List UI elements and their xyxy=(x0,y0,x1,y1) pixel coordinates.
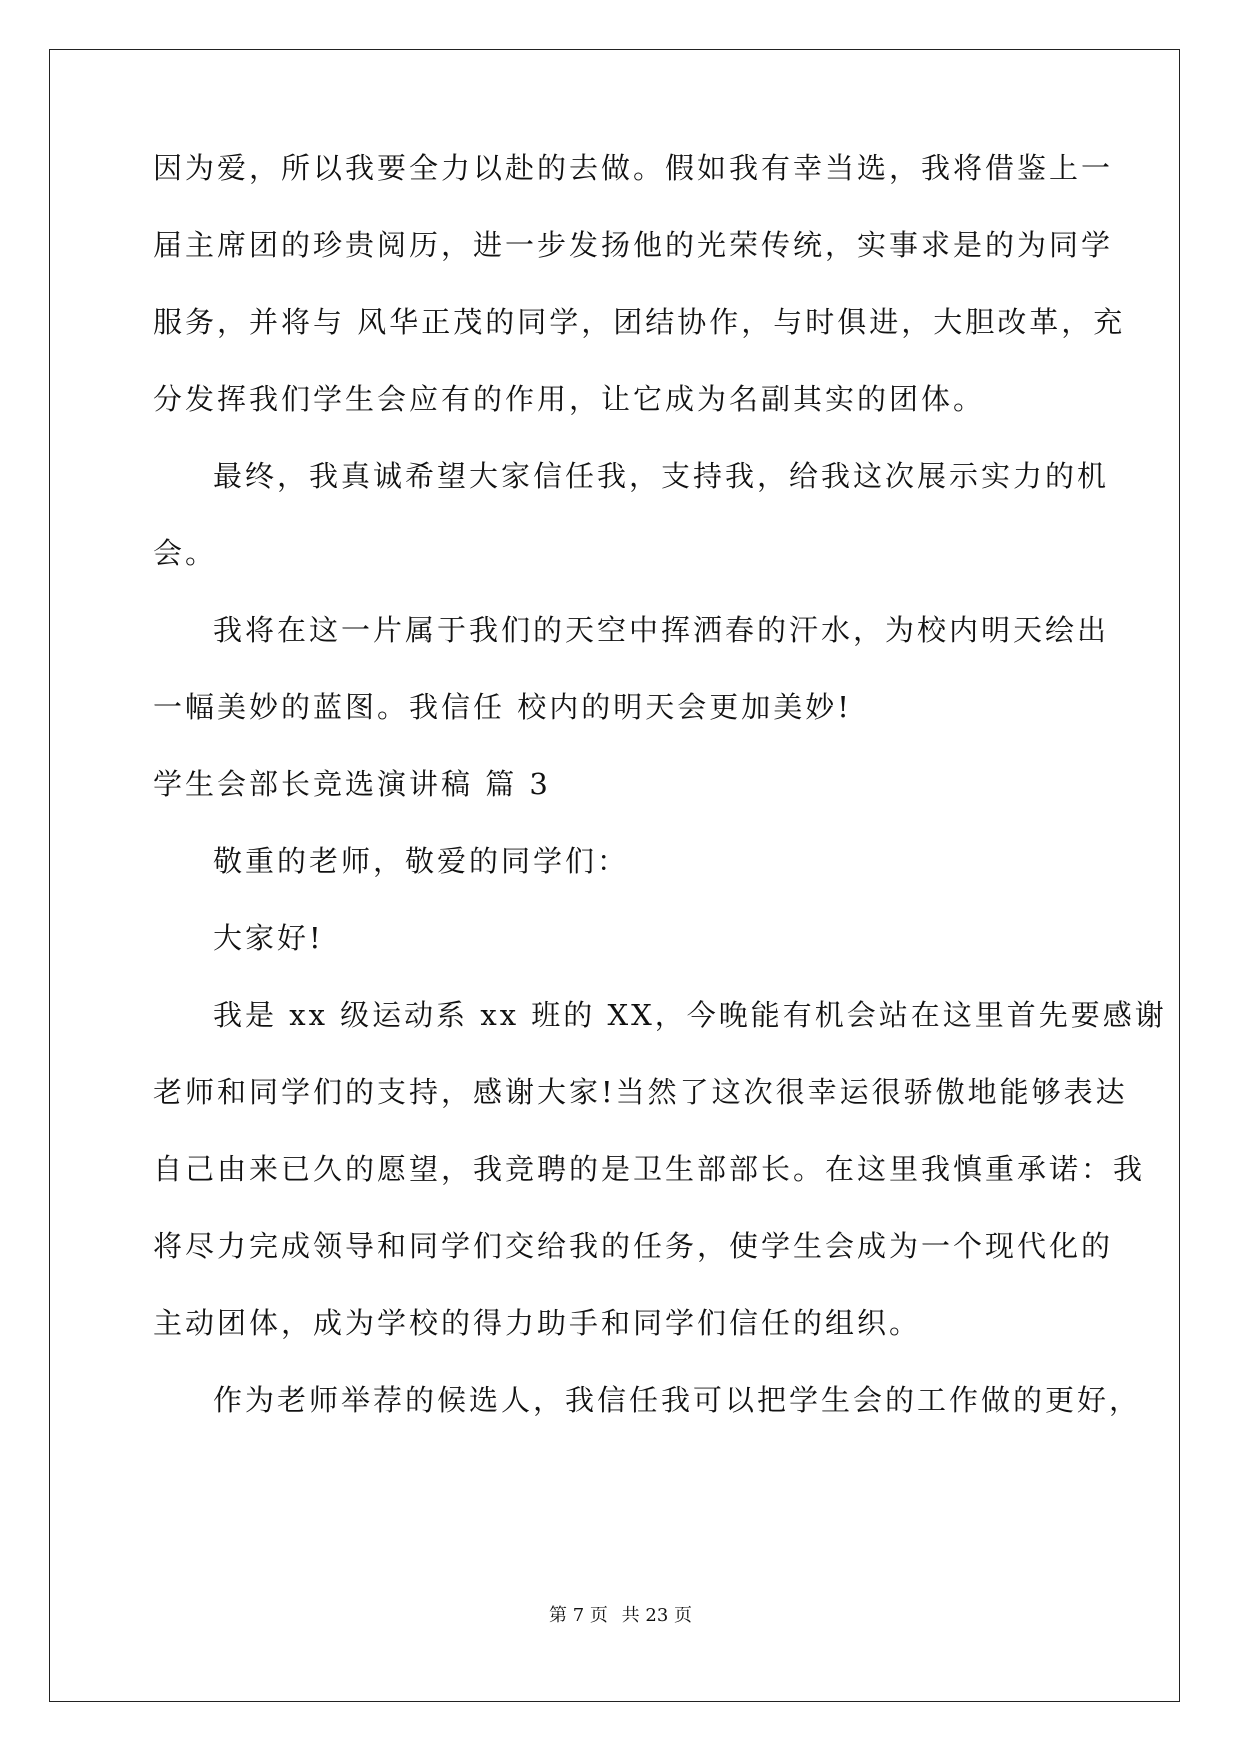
section-heading: 学生会部长竞选演讲稿 篇 3 xyxy=(153,767,551,801)
paragraph-line: 服务，并将与 风华正茂的同学，团结协作，与时俱进，大胆改革，充 xyxy=(153,305,1126,339)
page-total: 共 23 页 xyxy=(621,1605,692,1626)
paragraph-line: 最终，我真诚希望大家信任我，支持我，给我这次展示实力的机 xyxy=(213,459,1110,493)
salutation: 敬重的老师，敬爱的同学们： xyxy=(213,844,630,878)
paragraph-line: 我是 xx 级运动系 xx 班的 XX，今晚能有机会站在这里首先要感谢 xyxy=(213,998,1167,1032)
page-number: 第 7 页 xyxy=(549,1605,608,1626)
paragraph-line: 老师和同学们的支持，感谢大家!当然了这次很幸运很骄傲地能够表达 xyxy=(153,1075,1128,1109)
paragraph-line: 因为爱，所以我要全力以赴的去做。假如我有幸当选，我将借鉴上一 xyxy=(153,151,1114,185)
paragraph-line: 会。 xyxy=(153,536,218,570)
page-footer xyxy=(0,1604,1241,1628)
paragraph-line: 自己由来已久的愿望，我竞聘的是卫生部部长。在这里我慎重承诺：我 xyxy=(153,1152,1146,1186)
paragraph-line: 作为老师举荐的候选人，我信任我可以把学生会的工作做的更好， xyxy=(213,1383,1142,1417)
paragraph-line: 届主席团的珍贵阅历，进一步发扬他的光荣传统，实事求是的为同学 xyxy=(153,228,1114,262)
paragraph-line: 主动团体，成为学校的得力助手和同学们信任的组织。 xyxy=(153,1306,922,1340)
paragraph-line: 一幅美妙的蓝图。我信任 校内的明天会更加美妙! xyxy=(153,690,852,724)
paragraph-line: 我将在这一片属于我们的天空中挥洒春的汗水，为校内明天绘出 xyxy=(213,613,1110,647)
greeting: 大家好! xyxy=(213,921,324,955)
paragraph-line: 将尽力完成领导和同学们交给我的任务，使学生会成为一个现代化的 xyxy=(153,1229,1114,1263)
paragraph-line: 分发挥我们学生会应有的作用，让它成为名副其实的团体。 xyxy=(153,382,986,416)
